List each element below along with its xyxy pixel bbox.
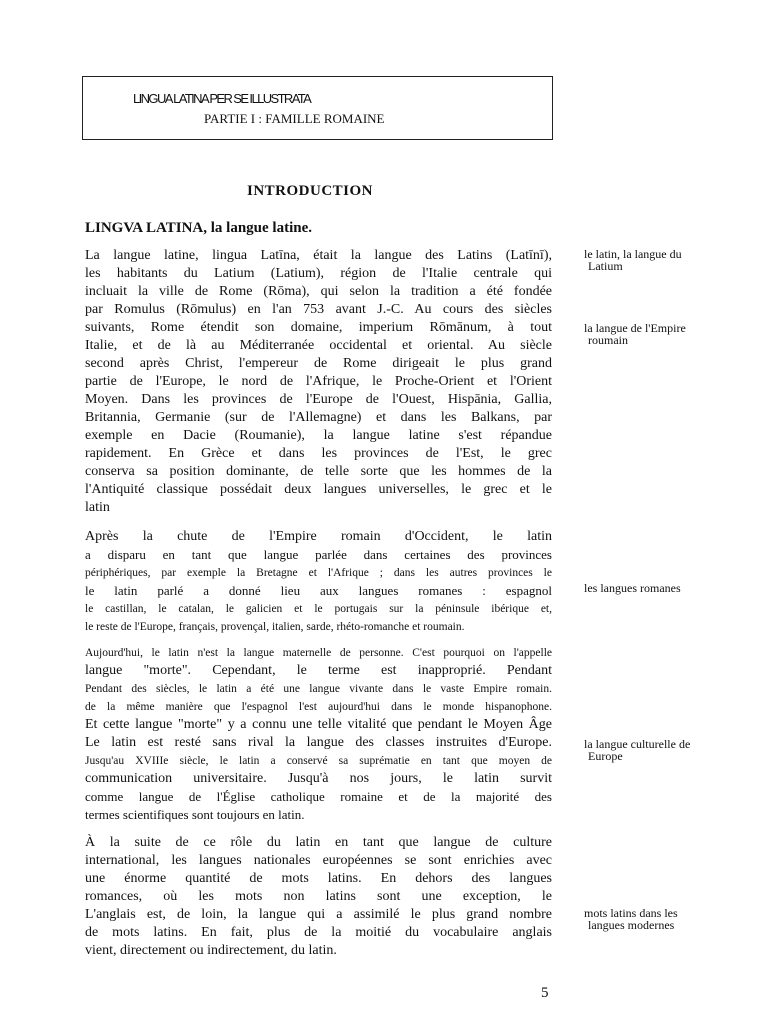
- margin-note-line: la langue de l'Empire: [584, 321, 686, 335]
- margin-note-latin-latium: [584, 248, 734, 272]
- paragraph-line: une énorme quantité de mots latins. En dehors des langues: [85, 871, 552, 886]
- paragraph-line: latin: [85, 500, 110, 515]
- paragraph-line: de mots latins. En fait, plus de la moitié du vocabulaire anglais: [85, 925, 552, 940]
- paragraph-line: suivants, Rome étendit son domaine, imperium Rōmānum, à tout: [85, 320, 552, 335]
- margin-note-latin-words: [584, 907, 734, 931]
- page-number: 5: [541, 985, 549, 1001]
- paragraph-line: Britannia, Germanie (sur de l'Allemagne) et dans les Balkans, par: [85, 410, 552, 425]
- paragraph-line: À la suite de ce rôle du latin en tant que langue de culture: [85, 835, 552, 850]
- margin-note-line: Europe: [588, 749, 623, 763]
- paragraph-line: second après Christ, l'empereur de Rome dirigeait le plus grand: [85, 356, 552, 371]
- margin-note-line: les langues romanes: [584, 581, 681, 595]
- paragraph-line: périphériques, par exemple la Bretagne et l'Afrique ; dans les autres provinces le: [85, 567, 552, 579]
- paragraph-line: le reste de l'Europe, français, provençal, italien, sarde, rhéto-romanche et roumain.: [85, 621, 465, 633]
- paragraph-line: langue "morte". Cependant, le terme est inapproprié. Pendant: [85, 663, 552, 678]
- paragraph-line: les habitants du Latium (Latium), région de l'Italie centrale qui: [85, 266, 552, 281]
- paragraph-line: Après la chute de l'Empire romain d'Occident, le latin: [85, 529, 552, 544]
- paragraph-line: vient, directement ou indirectement, du latin.: [85, 943, 337, 958]
- paragraph-line: Le latin est resté sans rival la langue des classes instruites d'Europe.: [85, 735, 552, 750]
- margin-note-line: Latium: [588, 259, 623, 273]
- margin-note-empire: [584, 322, 734, 346]
- margin-note-line: le latin, la langue du: [584, 247, 682, 261]
- paragraph-line: l'Antiquité classique possédait deux langues universelles, le grec et le: [85, 482, 552, 497]
- section-title: INTRODUCTION: [247, 183, 374, 199]
- paragraph-line: a disparu en tant que langue parlée dans certaines des provinces: [85, 547, 552, 562]
- paragraph-line: Jusqu'au XVIIIe siècle, le latin a conservé sa suprématie en tant que moyen de: [85, 755, 552, 767]
- paragraph-line: romances, où les mots non latins sont une exception, le: [85, 889, 552, 904]
- margin-note-line: la langue culturelle de: [584, 737, 691, 751]
- paragraph-line: le latin parlé a donné lieu aux langues romanes : espagnol: [85, 583, 552, 598]
- paragraph-3: [85, 644, 552, 824]
- subtitle: LINGVA LATINA, la langue latine.: [85, 220, 312, 236]
- paragraph-line: Italie, et de là au Méditerranée occidental et oriental. Au siècle: [85, 338, 552, 353]
- margin-note-cultural-language: [584, 738, 734, 762]
- paragraph-line: exemple en Dacie (Roumanie), la langue latine s'est répandue: [85, 428, 552, 443]
- paragraph-line: Aujourd'hui, le latin n'est la langue maternelle de personne. C'est pourquoi on l'appelle: [85, 647, 552, 659]
- header-series-title: LINGUA LATINA PER SE ILLUSTRATA: [133, 91, 311, 106]
- paragraph-line: communication universitaire. Jusqu'à nos jours, le latin survit: [85, 771, 552, 786]
- paragraph-line: L'anglais est, de loin, la langue qui a assimilé le plus grand nombre: [85, 907, 552, 922]
- header-part-title: PARTIE I : FAMILLE ROMAINE: [204, 111, 385, 126]
- margin-note-line: mots latins dans les: [584, 906, 678, 920]
- paragraph-line: comme langue de l'Église catholique romaine et de la majorité des: [85, 789, 552, 804]
- margin-note-line: langues modernes: [588, 918, 675, 932]
- paragraph-line: termes scientifiques sont toujours en latin.: [85, 807, 305, 822]
- paragraph-line: international, les langues nationales européennes se sont enrichies avec: [85, 853, 552, 868]
- paragraph-line: conserva sa position dominante, de telle sorte que les hommes de la: [85, 464, 552, 479]
- paragraph-line: rapidement. En Grèce et dans les provinces de l'Est, le grec: [85, 446, 552, 461]
- paragraph-2: [85, 528, 552, 636]
- margin-note-romance-languages: [584, 582, 734, 594]
- paragraph-4: [85, 834, 552, 960]
- paragraph-line: Moyen. Dans les provinces de l'Europe de l'Ouest, Hispānia, Gallia,: [85, 392, 552, 407]
- header-box: [82, 76, 553, 140]
- paragraph-line: La langue latine, lingua Latīna, était la langue des Latins (Latīnī),: [85, 248, 552, 263]
- paragraph-line: Pendant des siècles, le latin a été une langue vivante dans le vaste Empire romain.: [85, 683, 552, 695]
- margin-note-line: roumain: [588, 333, 628, 347]
- paragraph-line: de la même manière que l'espagnol l'est aujourd'hui dans le monde hispanophone.: [85, 701, 552, 713]
- paragraph-1: [85, 247, 552, 517]
- paragraph-line: le castillan, le catalan, le galicien et le portugais sur la péninsule ibérique et,: [85, 603, 552, 615]
- paragraph-line: Et cette langue "morte" y a connu une telle vitalité que pendant le Moyen Âge: [85, 717, 552, 732]
- paragraph-line: incluait la ville de Rome (Rōma), qui selon la tradition a été fondée: [85, 284, 552, 299]
- paragraph-line: partie de l'Europe, le nord de l'Afrique, le Proche-Orient et l'Orient: [85, 374, 552, 389]
- paragraph-line: par Romulus (Rōmulus) en l'an 753 avant J.-C. Au cours des siècles: [85, 302, 552, 317]
